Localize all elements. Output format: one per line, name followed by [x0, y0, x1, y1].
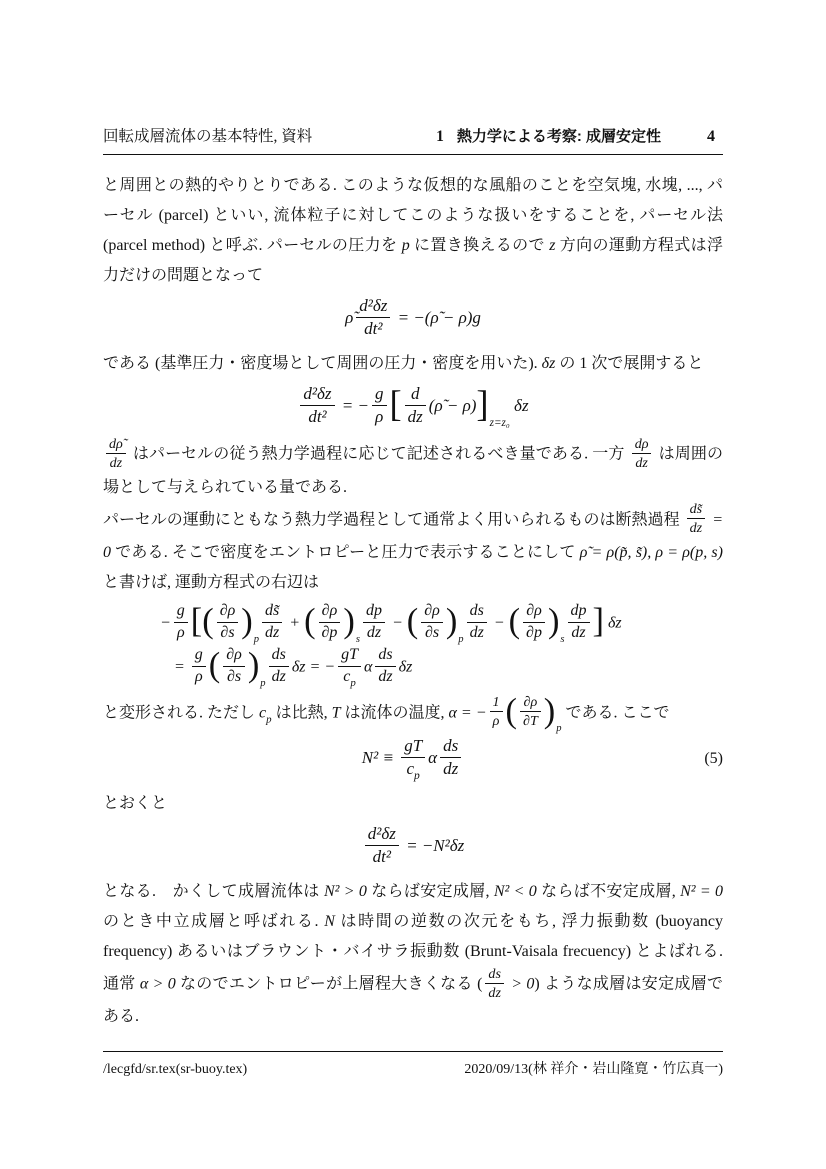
header-page-number: 4 [707, 128, 715, 145]
paragraph-okuto: とおくと [103, 794, 168, 812]
paragraph-definitions: と変形される. ただし $c_p$ は比熱, T は流体の温度, α = − $\frac{1}{\rho}$ ( $\frac{\partial\rho}{\partial T}$ )$_p$ である. ここで [103, 691, 670, 735]
equation-linearized: $\frac{\text{d²δz}}{\text{dt²}}$ = − $\frac{g}{\rho}$ [ $\frac{d}{dz}$ (ρ̃ − $\rho)]_{z=z_0}$ δz [103, 386, 723, 428]
paragraph-stability-discussion: となる. かくして成層流体は N² > 0 ならば安定成層, N² < 0 ならば不安定成層, N² = 0 のとき中立成層と呼ばれる. N は時間の逆数の次元をもち, 浮力振動数 (buoyancy frequency) あるいはブラウント・バイサラ振動数 (Brunt-Vaisala frecuency) とよばれる. 通常 α > 0 なのでエントロピーが上層程大きくなる ( $\frac{ds}{dz}$ > 0) ような成層は安定成層である. [103, 883, 724, 1026]
running-header [103, 126, 723, 155]
footer-date-authors: 2020/09/13(林 祥介・岩山隆寛・竹広真一) [464, 1062, 723, 1077]
equation-rhs-expansion [103, 604, 723, 688]
header-section-number: 1 [436, 128, 444, 145]
page-footer [103, 1051, 723, 1080]
paragraph-density-gradients: $\frac{d\rhõ}{dz}$ はパーセルの従う熱力学過程に応じて記述されるべき量である. 一方 $\frac{d\rho}{dz}$ は周囲の場として与えられている量である. [103, 435, 723, 496]
paragraph-expansion: である (基準圧力・密度場として周囲の圧力・密度を用いた). δz の 1 次で展開すると [103, 355, 704, 373]
equation-brunt-vaisala-body: N² ≡ $\frac{gT}{c_p}$ α $\frac{ds}{dz}$ [362, 748, 464, 767]
equation-rhs-line2: = $\frac{g}{\rho}$ ( $\frac{\partial\rho}{\partial s}$ )$_p$ $\frac{ds}{dz}$ δz = − $\frac{gT}{c_p}$ α $\frac{ds}{dz}$ δz [174, 646, 413, 689]
paragraph-adiabatic-process: パーセルの運動にともなう熱力学過程として通常よく用いられるものは断熱過程 $\frac{ds̃}{dz}$ = 0 である. そこで密度をエントロピーと圧力で表示することにして ρ̃ = ρ(p̃, s̃), ρ = ρ(p, s) と書けば, 運動方程式の右辺は [103, 501, 723, 591]
paragraph-parcel-intro: と周囲との熱的やりとりである. このような仮想的な風船のことを空気塊, 水塊, ..., パーセル (parcel) といい, 流体粒子に対してこのような扱いをすることを, パーセル法 (parcel method) と呼ぶ. パーセルの圧力を p に置き換えるので z 方向の運動方程式は浮力だけの問題となって [103, 177, 723, 284]
equation-rhs-line1: − $\frac{g}{\rho}$ [( $\frac{\partial\rho}{\partial s}$ )$_p$ $\frac{ds̃}{dz}$ + ( $\frac{\partial\rho}{\partial p}$ )$_s$ $\frac{dp}{dz}$ − ( $\frac{\partial\rho}{\partial s}$ )$_p$ $\frac{ds}{dz}$ − ( $\frac{\partial\rho}{\partial p}$ )$_s$ $\frac{dp}{dz}$ ] δz [160, 602, 622, 645]
header-document-title: 回転成層流体の基本特性, 資料 [103, 128, 313, 145]
footer-source-file: /lecgfd/sr.tex(sr-buoy.tex) [103, 1062, 248, 1077]
equation-parcel-motion: ρ̃ $\frac{\text{d²δz}}{\text{dt²}}$ = −(ρ̃ − ρ)g [345, 296, 481, 338]
equation-brunt-vaisala [103, 738, 723, 780]
header-section-title: 熱力学による考察: 成層安定性 [456, 128, 661, 145]
header-section-group [436, 126, 723, 147]
page-content [103, 126, 723, 1032]
equation-oscillator: $\frac{\text{d²δz}}{\text{dt²}}$ = −N²δz [103, 826, 723, 868]
equation-number-5: (5) [704, 749, 723, 767]
